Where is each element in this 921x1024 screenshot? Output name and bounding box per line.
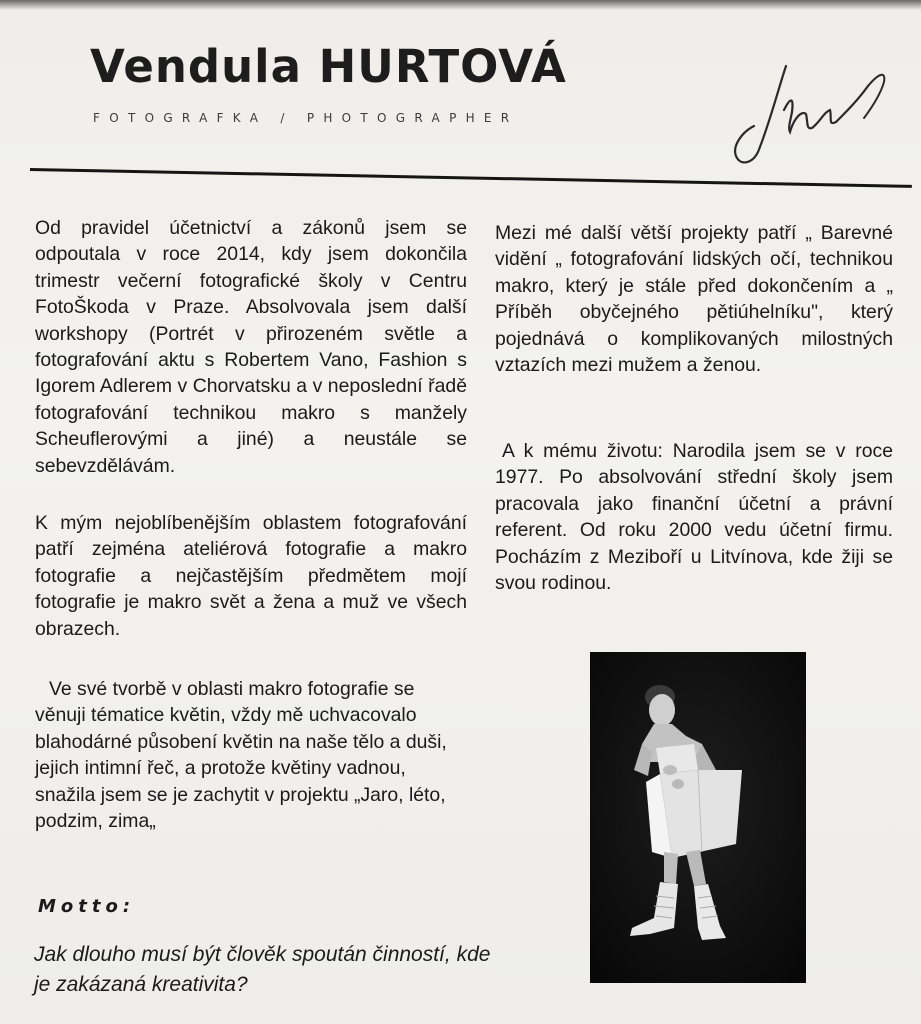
bio-paragraph-life: A k mému životu: Narodila jsem se v roce 1977. Po absolvování střední školy jsem pracovala jako finanční účetní a právní referent. Od roku 2000 vedu účetní firmu. Pocházím z Meziboří u Litvínova, kde žiji se svou rodinou. xyxy=(495,440,893,595)
bio-paragraph-education: Od pravidel účetnictví a zákonů jsem se odpoutala v roce 2014, kdy jsem dokončila trimestr večerní fotografické školy v Centru FotoŠkoda v Praze. Absolvovala jsem další workshopy (Portrét v přirozeném světle a fotografování aktu s Robertem Vano, Fashion s Igorem Adlerem v Chorvatsku a v neposlední řadě fotografování technikou makro s manžely Scheuflerovými a jiné) a neustále se sebevzdělávám. xyxy=(35,217,467,477)
portrait-illustration xyxy=(590,652,806,983)
bio-paragraph-interests: K mým nejoblíbenějším oblastem fotografování patří zejména ateliérová fotografie a makro fotografie a nejčastějším předmětem mojí fotografie je makro svět a žena a muž ve všech obrazech. xyxy=(35,512,467,640)
bio-paragraph-macro: Ve své tvorbě v oblasti makro fotografie se věnuji tématice květin, vždy mě uchvacovalo blahodárné působení květin na naše tělo a duši, jejich intimní řeč, a protože květiny vadnou, snažila jsem se je zachytit v projektu „Jaro, léto, podzim, zima„ xyxy=(35,678,447,833)
photographer-subtitle: FOTOGRAFKA / PHOTOGRAPHER xyxy=(93,111,519,125)
photographer-name: Vendula HURTOVÁ xyxy=(90,40,567,93)
motto-text: Jak dlouho musí být člověk spoután činností, kde je zakázaná kreativita? xyxy=(34,943,491,996)
bio-paragraph-projects: Mezi mé další větší projekty patří „ Barevné vidění „ fotografování lidských očí, technikou makro, který je stále před dokončením a „ Příběh obyčejného pětiúhelníku", který pojednává o komplikovaných milostných vztazích mezi mužem a ženou. xyxy=(495,222,893,377)
motto-label: Motto: xyxy=(38,896,136,917)
header-divider xyxy=(30,168,912,188)
signature-icon xyxy=(728,52,893,170)
top-edge-shadow xyxy=(0,0,921,10)
portrait-photo xyxy=(590,652,806,983)
